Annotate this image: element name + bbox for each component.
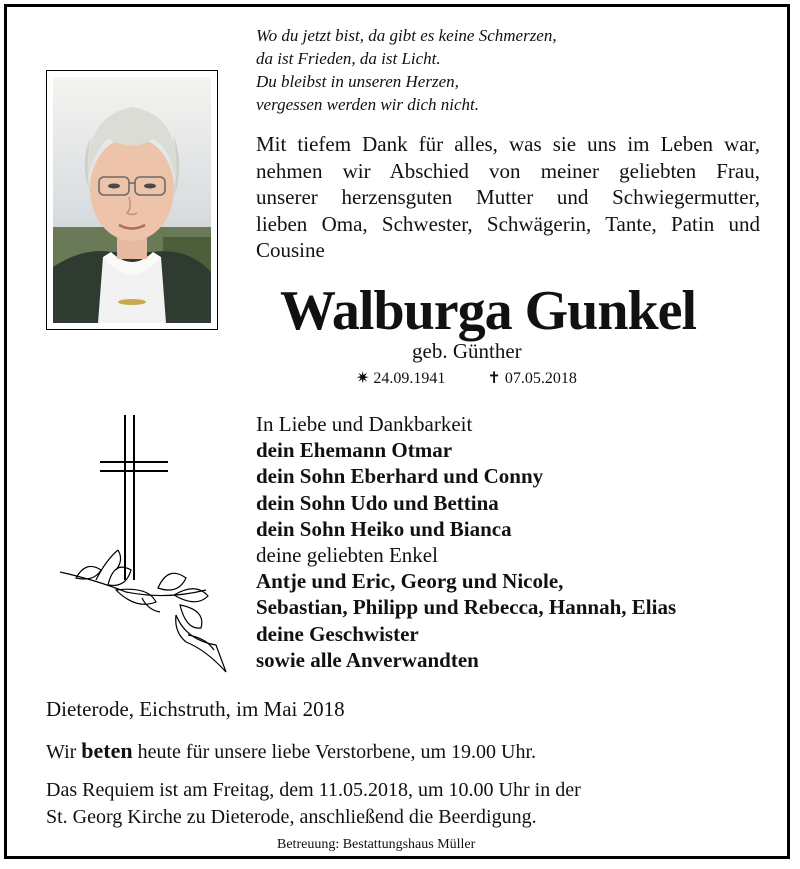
grandchildren-heading: deine geliebten Enkel [256,543,438,568]
poem-line: vergessen werden wir dich nicht. [256,95,480,114]
poem-line: Wo du jetzt bist, da gibt es keine Schmerzen, [256,26,557,45]
family-son: dein Sohn Eberhard und Conny [256,464,544,489]
intro-line: nehmen wir Abschied von meiner geliebten Frau, [256,158,760,183]
cross-with-rose-icon [56,410,236,680]
requiem-line: St. Georg Kirche zu Dieterode, anschließend die Beerdigung. [46,806,537,828]
prayer-bold-word: beten [81,738,133,763]
intro-line: lieben Oma, Schwester, Schwägerin, Tante, Patin und [256,211,760,236]
death-date: 07.05.2018 [504,370,577,387]
requiem-notice [46,777,581,831]
intro-text [256,131,760,264]
place-date: Dieterode, Eichstruth, im Mai 2018 [46,697,345,721]
family-husband: dein Ehemann Otmar [256,438,453,463]
poem-line: da ist Frieden, da ist Licht. [256,49,441,68]
poem [256,24,557,116]
family-siblings: deine Geschwister [256,621,419,646]
grandchildren-names: Antje und Eric, Georg und Nicole, [256,569,564,594]
portrait-photo [53,77,211,323]
intro-line: Mit tiefem Dank für alles, was sie uns im Leben war, [256,132,760,156]
prayer-after: heute für unsere liebe Verstorbene, um 19.00 Uhr. [137,741,537,763]
poem-line: Du bleibst in unseren Herzen, [256,72,459,91]
birth-date: 24.09.1941 [373,370,446,387]
family-list [256,411,676,673]
intro-line: unserer herzensguten Mutter und Schwiegermutter, [256,185,760,209]
deceased-name: Walburga Gunkel [280,280,697,342]
requiem-line: Das Requiem ist am Freitag, dem 11.05.2018, um 10.00 Uhr in der [46,779,581,801]
grandchildren-names: Sebastian, Philipp und Rebecca, Hannah, Elias [256,595,677,620]
family-son: dein Sohn Heiko und Bianca [256,516,512,541]
maiden-name: geb. Günther [412,339,522,363]
portrait-frame [46,70,218,330]
family-relatives: sowie alle Anverwandten [256,647,479,672]
birth-star-icon: ✷ [356,370,370,387]
family-heading: In Liebe und Dankbarkeit [256,412,473,436]
life-dates [356,368,577,388]
family-son: dein Sohn Udo und Bettina [256,490,499,515]
intro-line: Cousine [256,238,325,262]
prayer-notice [46,738,536,764]
prayer-before: Wir [46,741,77,763]
undertaker-credit: Betreuung: Bestattungshaus Müller [277,837,476,852]
portrait-icon [53,77,211,323]
death-cross-icon: ✝ [487,370,501,387]
